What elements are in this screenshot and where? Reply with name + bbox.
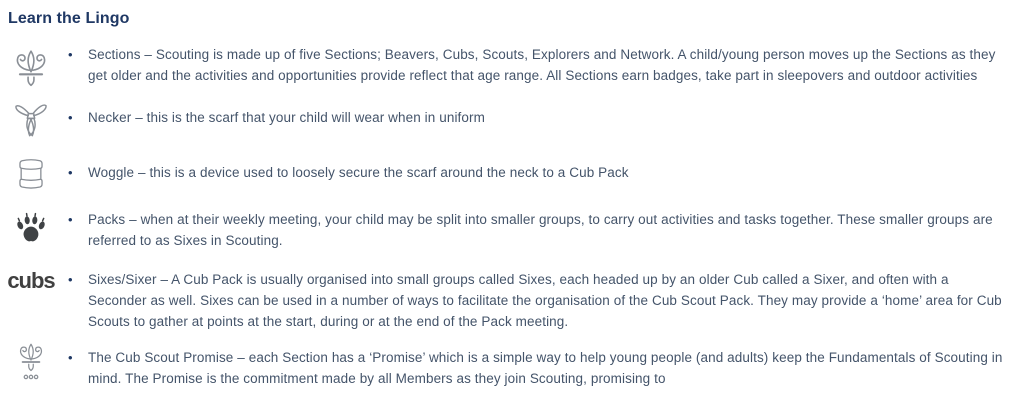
bullet: •	[68, 110, 73, 125]
bullet: •	[68, 165, 73, 180]
bullet: •	[68, 350, 73, 365]
woggle-icon	[0, 156, 62, 193]
list-item-promise	[0, 347, 1024, 389]
scouts-fleur-de-lis-icon	[0, 48, 62, 94]
glossary-text-promise: The Cub Scout Promise – each Section has a ‘Promise’ which is a simple way to help young people (and adults) keep the Fundamentals of Scouting in mind. The Promise is the commitment made by all Members as they join Scouting, promising to	[88, 350, 1003, 386]
glossary-text-necker: Necker – this is the scarf that your child will wear when in uniform	[88, 110, 485, 125]
glossary-list	[0, 44, 1024, 389]
list-item-sections	[0, 44, 1024, 94]
list-item-packs	[0, 209, 1024, 251]
bullet: •	[68, 212, 73, 227]
glossary-text-sections: Sections – Scouting is made up of five Sections; Beavers, Cubs, Scouts, Explorers and Network. A child/young person moves up the Sections as they get older and the activities and opportunities provide reflect that age range. All Sections earn badges, take part in sleepovers and outdoor activities	[88, 47, 996, 83]
paw-print-icon	[0, 206, 62, 246]
bullet: •	[68, 272, 73, 287]
list-item-woggle	[0, 162, 1024, 193]
necker-scarf-icon	[0, 101, 62, 141]
bullet: •	[68, 47, 73, 62]
cubs-wordmark	[0, 270, 62, 292]
cubs-wordmark-text: cubs	[7, 268, 55, 293]
promise-fleur-de-lis-beads-icon	[0, 342, 62, 386]
glossary-text-sixes: Sixes/Sixer – A Cub Pack is usually organised into small groups called Sixes, each headed up by an older Cub called a Sixer, and often with a Seconder as well. Sixes can be used in a number of ways to facilitate the organisation of the Cub Scout Pack. They may provide a ‘home’ area for Cub Scouts to gather at points at the start, during or at the end of the Pack meeting.	[88, 272, 1002, 329]
list-item-sixes	[0, 269, 1024, 332]
glossary-text-packs: Packs – when at their weekly meeting, your child may be split into smaller groups, to carry out activities and tasks together. These smaller groups are referred to as Sixes in Scouting.	[88, 212, 993, 248]
list-item-necker	[0, 107, 1024, 141]
page-title: Learn the Lingo	[8, 10, 130, 27]
glossary-text-woggle: Woggle – this is a device used to loosely secure the scarf around the neck to a Cub Pack	[88, 165, 629, 180]
